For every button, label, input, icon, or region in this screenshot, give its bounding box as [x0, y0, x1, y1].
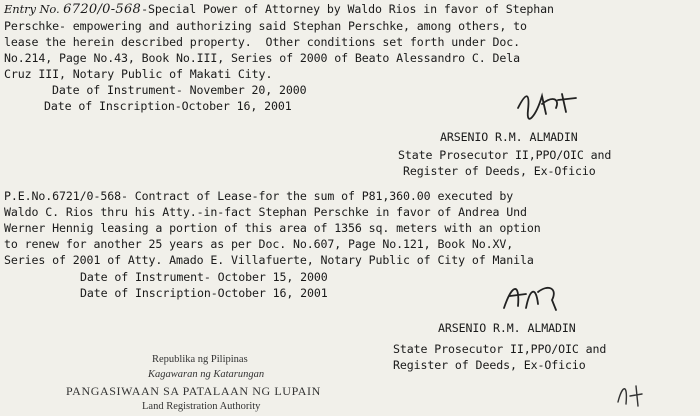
entry2-text-line2: Waldo C. Rios thru his Atty.-in-fact Stephan Perschke in favor of Andrea Und: [4, 205, 527, 219]
entry1-text-line1: -Special Power of Attorney by Waldo Rios in favor of Stephan: [141, 2, 554, 16]
entry2-text-line1: P.E.No.6721/0-568- Contract of Lease-for the sum of P81,360.00 executed by: [4, 189, 514, 203]
entry1-signatory-office: Register of Deeds, Ex-Oficio: [403, 164, 596, 178]
entry1-date-instrument: Date of Instrument- November 20, 2000: [52, 83, 307, 97]
entry1-line1: [4, 2, 554, 17]
entry1-text-line2: Perschke- empowering and authorizing said Stephan Perschke, among others, to: [4, 19, 527, 33]
entry1-signatory-title: State Prosecutor II,PPO/OIC and: [398, 148, 612, 162]
entry2-signatory-office: Register of Deeds, Ex-Oficio: [393, 358, 586, 372]
entry1-text-line4: No.214, Page No.43, Book No.III, Series of 2000 of Beato Alessandro C. Dela: [4, 51, 521, 65]
stamp-authority-line: Land Registration Authority: [142, 401, 261, 412]
entry1-date-inscription: Date of Inscription-October 16, 2001: [44, 99, 292, 113]
stamp-agency-line: PANGASIWAAN SA PATALAAN NG LUPAIN: [66, 384, 321, 398]
signature-1: [512, 88, 582, 122]
entry2-signatory-name: ARSENIO R.M. ALMADIN: [438, 321, 576, 335]
entry-label: Entry No.: [4, 2, 64, 16]
stamp-republic-line: Republika ng Pilipinas: [152, 354, 248, 365]
entry1-text-line3: lease the herein described property. Other conditions set forth under Doc.: [4, 35, 521, 49]
entry1-number: 6720/0-568: [63, 2, 142, 17]
entry1-text-line5: Cruz III, Notary Public of Makati City.: [4, 67, 273, 81]
entry2-text-line3: Werner Hennig leasing a portion of this area of 1356 sq. meters with an option: [4, 221, 541, 235]
entry2-text-line4: to renew for another 25 years as per Doc. No.607, Page No.121, Book No.XV,: [4, 237, 514, 251]
entry1-signatory-name: ARSENIO R.M. ALMADIN: [440, 130, 578, 144]
signature-2: [496, 278, 576, 318]
stamp-department-line: Kagawaran ng Katarungan: [148, 369, 265, 380]
entry2-date-instrument: Date of Instrument- October 15, 2000: [80, 270, 328, 284]
entry2-text-line5: Series of 2001 of Atty. Amado E. Villafuerte, Notary Public of City of Manila: [4, 253, 534, 267]
entry2-signatory-title: State Prosecutor II,PPO/OIC and: [393, 342, 607, 356]
initials-mark: [612, 376, 652, 412]
entry2-date-inscription: Date of Inscription-October 16, 2001: [80, 286, 328, 300]
